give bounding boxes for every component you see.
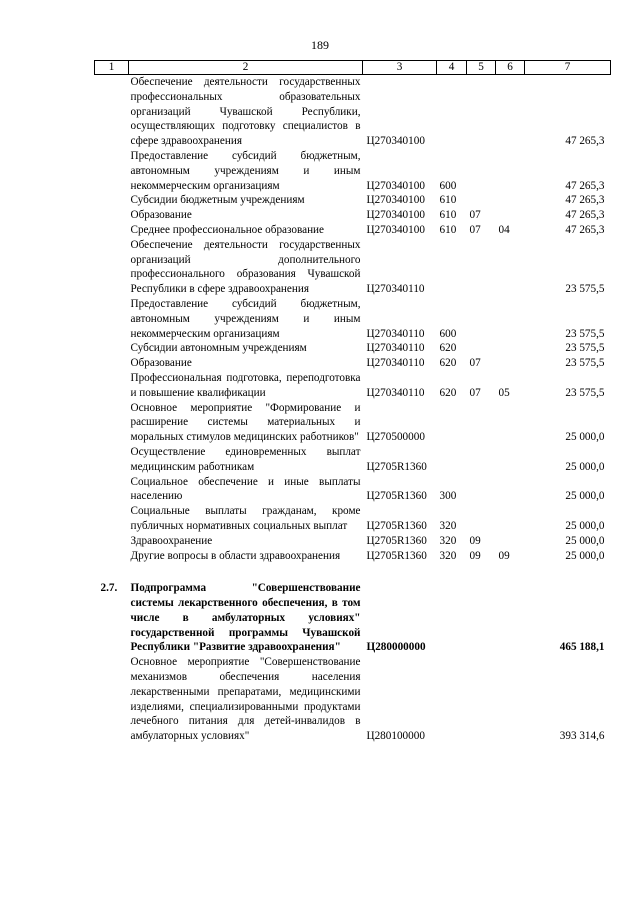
row-amount: 47 265,3: [565, 223, 605, 236]
row-col5: [467, 238, 496, 297]
row-col4: 320: [439, 519, 457, 532]
row-name: Социальные выплаты гражданам, кроме публичных нормативных социальных выплат: [130, 505, 361, 532]
row-col4: [437, 75, 467, 149]
row-number: [95, 238, 129, 297]
table-row: [95, 475, 611, 505]
row-code: Ц2705R1360: [366, 519, 427, 532]
row-number: [95, 475, 129, 505]
row-amount: 25 000,0: [565, 431, 605, 444]
row-code: Ц270340100: [366, 194, 425, 207]
row-code: Ц270340110: [366, 327, 425, 340]
row-col4: 600: [439, 327, 457, 340]
row-amount: 47 265,3: [565, 135, 605, 148]
row-name: Образование: [130, 209, 192, 222]
row-number: 2.7.: [100, 582, 118, 595]
row-code: Ц270340110: [366, 283, 425, 296]
row-col6: [496, 445, 525, 475]
row-col4: 300: [439, 490, 457, 503]
row-col6: [496, 149, 525, 193]
header-cell: 2: [129, 61, 363, 75]
row-number: [95, 655, 129, 744]
row-col5: 07: [469, 386, 481, 399]
subprogram-row: [95, 581, 611, 655]
row-col5: [467, 341, 496, 356]
row-number: [95, 445, 129, 475]
row-number: [95, 341, 129, 356]
spacer-row: [95, 563, 611, 581]
row-col6: [496, 475, 525, 505]
row-amount: 47 265,3: [565, 179, 605, 192]
table-row: [95, 371, 611, 401]
row-col6: 09: [498, 549, 510, 562]
row-col6: 04: [498, 223, 510, 236]
row-col4: 320: [439, 534, 457, 547]
row-number: [95, 149, 129, 193]
row-amount: 465 188,1: [559, 641, 605, 654]
row-col4: [437, 581, 467, 655]
row-col5: 09: [469, 549, 481, 562]
row-col6: [496, 356, 525, 371]
row-col6: [496, 534, 525, 549]
page-number: 189: [311, 38, 329, 52]
row-col6: [496, 193, 525, 208]
row-col4: [437, 401, 467, 445]
row-number: [95, 223, 129, 238]
budget-table: [94, 60, 611, 744]
row-amount: 25 000,0: [565, 490, 605, 503]
row-col6: [496, 504, 525, 534]
row-amount: 25 000,0: [565, 519, 605, 532]
row-number: [95, 208, 129, 223]
table-row: [95, 534, 611, 549]
row-code: Ц280100000: [366, 730, 425, 743]
row-code: Ц2705R1360: [366, 460, 427, 473]
row-col6: [496, 238, 525, 297]
header-cell: 6: [496, 61, 525, 75]
row-number: [95, 75, 129, 149]
row-number: [95, 401, 129, 445]
row-name: Социальное обеспечение и иные выплаты населению: [130, 475, 361, 503]
table-row: [95, 75, 611, 149]
row-name: Основное мероприятие "Совершенствование механизмов обеспечения населения лекарственными препаратами, медицинскими изделиями, специализированными продуктами лечебного питания для детей-инвалидов в амбулаторных условиях": [130, 656, 361, 743]
row-col4: [437, 238, 467, 297]
row-col6: [496, 341, 525, 356]
row-code: Ц270340110: [366, 386, 425, 399]
row-col6: [496, 581, 525, 655]
row-amount: 23 575,5: [565, 386, 605, 399]
row-col4: 620: [439, 357, 457, 370]
row-number: [95, 504, 129, 534]
row-col5: [467, 297, 496, 341]
row-amount: 25 000,0: [565, 549, 605, 562]
row-amount: 23 575,5: [565, 357, 605, 370]
row-name: Основное мероприятие "Формирование и расширение системы материальных и моральных стимулов медицинских работников": [130, 401, 361, 444]
table-header-row: [95, 61, 611, 75]
row-col4: 620: [439, 342, 457, 355]
row-col4: 610: [439, 194, 457, 207]
row-col5: [467, 581, 496, 655]
row-code: Ц2705R1360: [366, 490, 427, 503]
row-name: Среднее профессиональное образование: [130, 223, 325, 236]
row-code: Ц270340100: [366, 135, 425, 148]
row-code: Ц270340100: [366, 223, 425, 236]
row-name: Профессиональная подготовка, переподготовка и повышение квалификации: [130, 371, 361, 399]
row-col5: [467, 75, 496, 149]
row-col5: [467, 193, 496, 208]
row-code: Ц270340100: [366, 179, 425, 192]
row-col5: [467, 475, 496, 505]
row-col5: 07: [469, 223, 481, 236]
header-cell: 3: [363, 61, 437, 75]
row-name: Другие вопросы в области здравоохранения: [130, 549, 341, 562]
table-row: [95, 297, 611, 341]
row-col6: [496, 655, 525, 744]
header-cell: 1: [95, 61, 129, 75]
row-name: Обеспечение деятельности государственных профессиональных образовательных организаций Чувашской Республики, осуществляющих подготовку специалистов в сфере здравоохранения: [130, 76, 361, 148]
row-amount: 47 265,3: [565, 209, 605, 222]
row-col5: [467, 445, 496, 475]
row-col5: [467, 149, 496, 193]
row-number: [95, 549, 129, 564]
row-name: Подпрограмма "Совершенствование системы лекарственного обеспечения, в том числе в амбулаторных условиях" государственной программы Чувашской Республики "Развитие здравоохранения": [130, 582, 361, 654]
row-number: [95, 534, 129, 549]
row-code: Ц2705R1360: [366, 549, 427, 562]
header-cell: 5: [467, 61, 496, 75]
row-col5: 07: [469, 209, 481, 222]
row-amount: 23 575,5: [565, 283, 605, 296]
row-amount: 23 575,5: [565, 342, 605, 355]
table-row: [95, 504, 611, 534]
row-col6: [496, 208, 525, 223]
row-col5: [467, 655, 496, 744]
row-name: Предоставление субсидий бюджетным, автономным учреждениям и иным некоммерческим организациям: [130, 297, 361, 340]
row-col6: 05: [498, 386, 510, 399]
row-number: [95, 371, 129, 401]
row-code: Ц2705R1360: [366, 534, 427, 547]
row-col4: 610: [439, 223, 457, 236]
row-code: Ц270340110: [366, 342, 425, 355]
row-amount: 25 000,0: [565, 460, 605, 473]
row-col6: [496, 297, 525, 341]
row-amount: 23 575,5: [565, 327, 605, 340]
table-row: [95, 356, 611, 371]
row-col4: [437, 655, 467, 744]
table-row: [95, 193, 611, 208]
row-col4: [437, 445, 467, 475]
row-col6: [496, 401, 525, 445]
row-col4: 600: [439, 179, 457, 192]
row-name: Образование: [130, 357, 192, 370]
row-code: Ц270340110: [366, 357, 425, 370]
row-col5: [467, 504, 496, 534]
row-col5: 09: [469, 534, 481, 547]
row-amount: 393 314,6: [559, 730, 605, 743]
row-col4: 320: [439, 549, 457, 562]
table-row: [95, 208, 611, 223]
row-col4: 610: [439, 209, 457, 222]
row-name: Субсидии автономным учреждениям: [130, 342, 307, 355]
row-number: [95, 297, 129, 341]
table-row: [95, 149, 611, 193]
row-name: Субсидии бюджетным учреждениям: [130, 194, 305, 207]
row-number: [95, 193, 129, 208]
row-col5: 07: [469, 357, 481, 370]
row-name: Здравоохранение: [130, 534, 213, 547]
table-row: [95, 655, 611, 744]
header-cell: 7: [525, 61, 611, 75]
table-row: [95, 341, 611, 356]
row-amount: 47 265,3: [565, 194, 605, 207]
row-code: Ц270500000: [366, 431, 425, 444]
table-row: [95, 401, 611, 445]
row-code: Ц270340100: [366, 209, 425, 222]
row-col5: [467, 401, 496, 445]
row-name: Предоставление субсидий бюджетным, автономным учреждениям и иным некоммерческим организациям: [130, 149, 361, 192]
row-code: Ц280000000: [366, 641, 426, 654]
table-row: [95, 223, 611, 238]
table-row: [95, 549, 611, 564]
header-cell: 4: [437, 61, 467, 75]
row-number: [95, 356, 129, 371]
table-row: [95, 238, 611, 297]
table-row: [95, 445, 611, 475]
row-col4: 620: [439, 386, 457, 399]
row-col6: [496, 75, 525, 149]
row-name: Осуществление единовременных выплат медицинским работникам: [130, 445, 361, 473]
row-name: Обеспечение деятельности государственных организаций дополнительного профессионального образования Чувашской Республики в сфере здравоохранения: [130, 238, 361, 296]
row-amount: 25 000,0: [565, 534, 605, 547]
